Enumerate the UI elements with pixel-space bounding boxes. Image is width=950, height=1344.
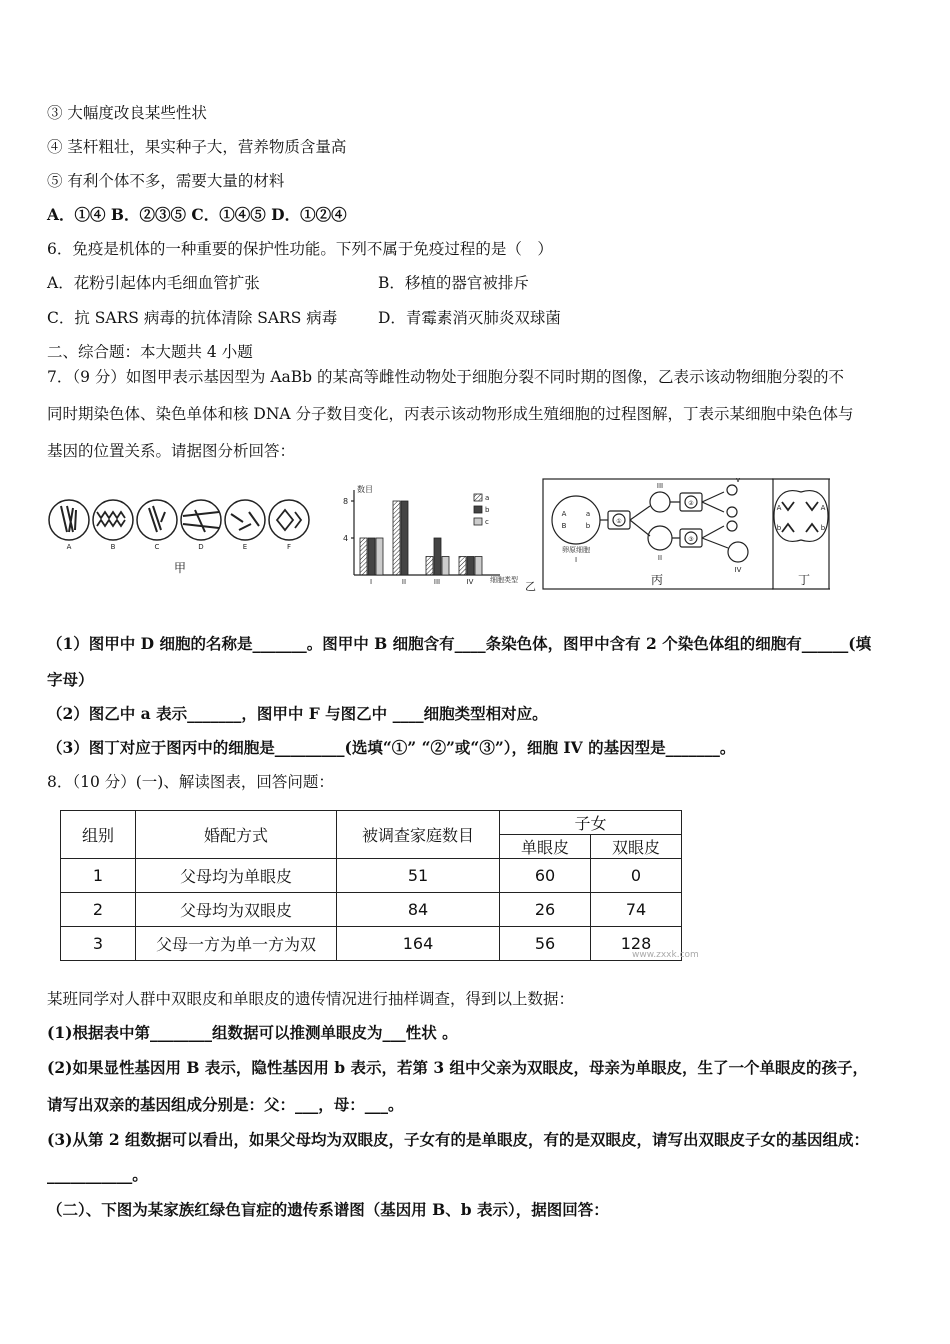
bar-b-IV [467, 557, 474, 576]
q8-part1: (1)根据表中第________组数据可以推测单眼皮为___性状 。 [47, 1023, 458, 1042]
bar-a-III [426, 557, 433, 576]
option-5: ⑤ 有利个体不多，需要大量的材料 [47, 172, 285, 190]
cell-label: E [242, 543, 248, 551]
q8-part3-b: ___________。 [47, 1165, 148, 1184]
table-row [61, 893, 682, 927]
table-header: 组别 [61, 811, 136, 859]
bar-a-II [393, 501, 400, 575]
y-axis-label: 数目 [357, 485, 373, 494]
bar-b-II [401, 501, 408, 575]
legend-label: c [485, 518, 489, 526]
q8-part2-b: 请写出双亲的基因组成分别是：父：___，母：___。 [47, 1095, 404, 1114]
x-tick-label: IV [466, 578, 474, 586]
table-header: 被调查家庭数目 [337, 811, 500, 859]
stage-label: III [656, 482, 664, 490]
step-label: ③ [688, 536, 694, 543]
table-cell: 128 [591, 927, 682, 961]
legend-swatch-a [474, 494, 482, 501]
figure-jia [45, 492, 335, 582]
q6-stem: 6．免疫是机体的一种重要的保护性功能。下列不属于免疫过程的是（ ） [47, 240, 553, 258]
cell-b [93, 500, 133, 540]
x-tick-label: I [369, 578, 373, 586]
q6-choice-d: D．青霉素消灭肺炎双球菌 [378, 309, 561, 327]
bar-a-I [360, 538, 367, 575]
bar-b-I [368, 538, 375, 575]
x-tick-label: II [401, 578, 407, 586]
figure-label-bing: 丙 [650, 573, 664, 587]
bar-b-III [434, 538, 441, 575]
cell-label: D [198, 543, 204, 551]
survey-table [60, 810, 682, 961]
figure-label-ding: 丁 [797, 573, 811, 587]
figure-label-jia: 甲 [173, 561, 187, 575]
q7-part1-a: （1）图甲中 D 细胞的名称是_______。图甲中 B 细胞含有____条染色体，图甲中含有 2 个染色体组的细胞有______(填 [47, 634, 872, 653]
cell-label: A [66, 543, 72, 551]
table-cell: 60 [500, 859, 591, 893]
paragraph-survey: 某班同学对人群中双眼皮和单眼皮的遗传情况进行抽样调查，得到以上数据： [47, 990, 575, 1008]
q7-part2: （2）图乙中 a 表示_______，图甲中 F 与图乙中 ____细胞类型相对应。 [47, 704, 548, 723]
table-cell: 26 [500, 893, 591, 927]
dividing-cell [774, 491, 828, 542]
table-cell: 父母均为双眼皮 [136, 893, 337, 927]
cell-ii [648, 526, 672, 550]
cell-e [225, 500, 265, 540]
gene-label: A [776, 504, 782, 512]
table-cell: 164 [337, 927, 500, 961]
q8-part3-a: (3)从第 2 组数据可以看出，如果父母均为双眼皮，子女有的是单眼皮，有的是双眼皮，请写出双眼皮子女的基因组成： [47, 1130, 870, 1149]
gene-label: B [561, 522, 567, 530]
y-tick-label: 8 [343, 497, 349, 506]
oogonium [552, 496, 600, 544]
gene-label: A [820, 504, 826, 512]
bar-c-IV [475, 557, 482, 576]
cell-label: F [286, 543, 292, 551]
bar-c-III [442, 557, 449, 576]
table-header: 子女 [500, 811, 682, 835]
bar-a-IV [459, 557, 466, 576]
q6-choice-a: A．花粉引起体内毛细血管扩张 [47, 274, 260, 292]
table-cell: 84 [337, 893, 500, 927]
cell-iv [728, 542, 748, 562]
cell-number: I [574, 556, 578, 564]
q6-choice-c: C．抗 SARS 病毒的抗体清除 SARS 病毒 [47, 309, 338, 327]
option-4: ④ 茎杆粗壮，果实种子大，营养物质含量高 [47, 138, 347, 156]
figure-label-yi: 乙 [525, 580, 536, 592]
stage-label: II [657, 554, 663, 562]
x-tick-label: III [433, 578, 441, 586]
cell-label: C [154, 543, 160, 551]
cell-iii [650, 492, 670, 512]
q7-stem-1: 7．（9 分）如图甲表示基因型为 AaBb 的某高等雌性动物处于细胞分裂不同时期的图像，乙表示该动物细胞分裂的不 [47, 368, 845, 386]
q8-part2-a: (2)如果显性基因用 B 表示，隐性基因用 b 表示，若第 3 组中父亲为双眼皮，母亲为单眼皮，生了一个单眼皮的孩子， [47, 1058, 869, 1077]
q7-stem-3: 基因的位置关系。请据图分析回答： [47, 442, 296, 460]
q5-choices: A．①④ B．②③⑤ C．①④⑤ D．①②④ [47, 205, 347, 224]
legend-swatch-c [474, 518, 482, 525]
table-cell: 74 [591, 893, 682, 927]
option-3: ③ 大幅度改良某些性状 [47, 104, 207, 122]
section-2-heading: 二、综合题：本大题共 4 小题 [47, 343, 253, 361]
gene-label: b [585, 522, 591, 530]
step-label: ② [688, 500, 694, 507]
table-header: 双眼皮 [591, 835, 682, 859]
legend-swatch-b [474, 506, 482, 513]
gene-label: b [820, 524, 826, 532]
table-header: 单眼皮 [500, 835, 591, 859]
table-row [61, 859, 682, 893]
table-cell: 56 [500, 927, 591, 961]
table-cell: 父母均为单眼皮 [136, 859, 337, 893]
step-label: ① [616, 518, 622, 525]
q7-part3: （3）图丁对应于图丙中的细胞是_________(选填“①” “②”或“③”），细胞 IV 的基因型是_______。 [47, 738, 736, 757]
watermark: www.zxxk.com [632, 950, 699, 960]
table-cell: 2 [61, 893, 136, 927]
table-cell: 1 [61, 859, 136, 893]
figure-ding [772, 478, 830, 590]
cell-d [181, 500, 221, 540]
legend-label: b [485, 506, 490, 514]
table-cell: 0 [591, 859, 682, 893]
cell-label: B [110, 543, 116, 551]
table-cell: 3 [61, 927, 136, 961]
legend-label: a [485, 494, 490, 502]
table-header: 婚配方式 [136, 811, 337, 859]
cell-name: 卵原细胞 [562, 546, 590, 554]
figure-bing [542, 478, 774, 590]
stage-label: IV [734, 566, 742, 574]
stage-label: V [735, 478, 741, 484]
q8-stem: 8．（10 分）(一)、解读图表，回答问题： [47, 773, 334, 791]
x-axis-label: 细胞类型 [490, 576, 518, 584]
gene-label: A [561, 510, 567, 518]
table-cell: 父母一方为单一方为双 [136, 927, 337, 961]
cell-f [269, 500, 309, 540]
q7-part1-b: 字母） [47, 670, 94, 689]
q7-stem-2: 同时期染色体、染色单体和核 DNA 分子数目变化，丙表示该动物形成生殖细胞的过程图解，丁表示某细胞中染色体与 [47, 405, 854, 423]
figure-yi-chart [340, 482, 540, 592]
bar-c-I [376, 538, 383, 575]
y-tick-label: 4 [343, 534, 349, 543]
q8-section-2: （二）、下图为某家族红绿色盲症的遗传系谱图（基因用 B、b 表示），据图回答： [47, 1200, 609, 1219]
gene-label: b [776, 524, 782, 532]
table-row [61, 927, 682, 961]
cell-a [49, 500, 89, 540]
table-cell: 51 [337, 859, 500, 893]
q6-choice-b: B．移植的器官被排斥 [378, 274, 529, 292]
gene-label: a [585, 510, 591, 518]
